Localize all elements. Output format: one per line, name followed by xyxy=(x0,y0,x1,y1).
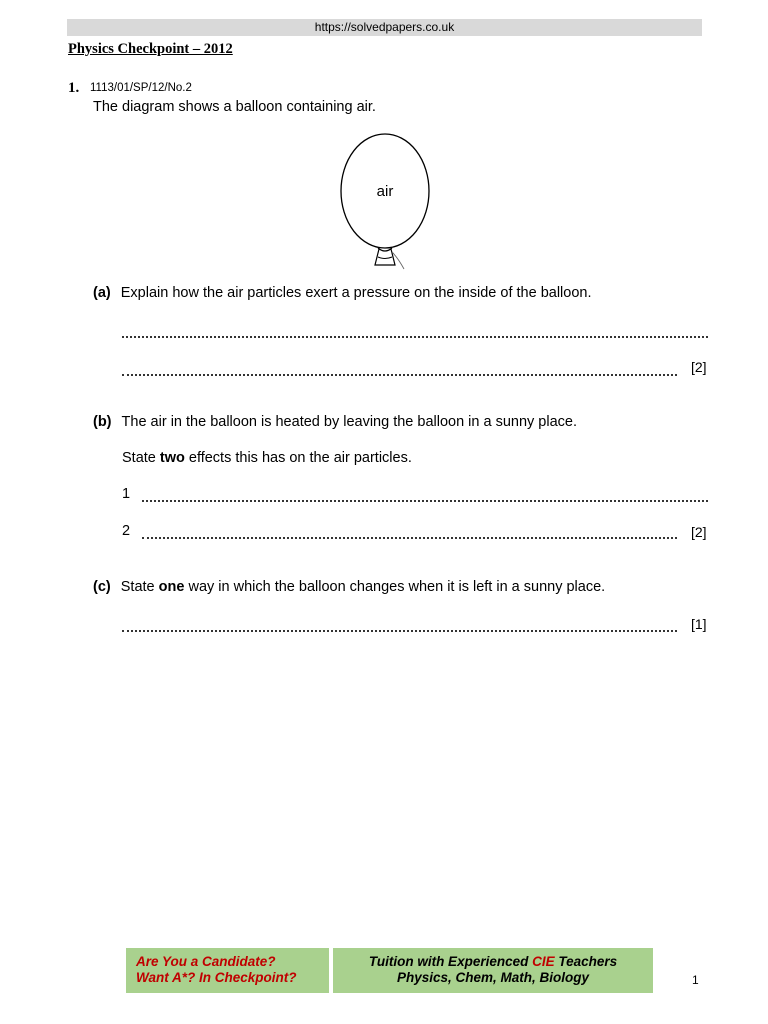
page-number: 1 xyxy=(692,973,699,987)
part-c-marks: [1] xyxy=(691,616,707,632)
part-a-question xyxy=(93,285,592,301)
part-b-instruction: State two effects this has on the air particles. xyxy=(122,450,412,466)
diagram-label-air: air xyxy=(376,183,394,200)
document-title: Physics Checkpoint – 2012 xyxy=(68,41,233,57)
answer-line-b1[interactable] xyxy=(142,500,708,502)
cie-highlight: CIE xyxy=(532,954,555,969)
part-a-label: (a) xyxy=(93,285,111,301)
part-c-label: (c) xyxy=(93,579,111,595)
footer-left-line1: Are You a Candidate? xyxy=(136,954,276,969)
question-code: 1113/01/SP/12/No.2 xyxy=(90,82,192,94)
part-c-bold-one: one xyxy=(158,579,185,595)
answer-line-b2[interactable] xyxy=(142,537,677,539)
part-a-text: Explain how the air particles exert a pressure on the inside of the balloon. xyxy=(120,285,592,301)
part-b-label: (b) xyxy=(93,414,112,430)
answer-line-c1[interactable] xyxy=(122,630,677,632)
footer-left-line2: Want A*? In Checkpoint? xyxy=(136,970,297,985)
part-b-marks: [2] xyxy=(691,524,707,540)
footer-candidate-banner[interactable] xyxy=(126,948,329,993)
answer-line-a1[interactable] xyxy=(122,336,708,338)
part-b-bold-two: two xyxy=(159,450,185,466)
balloon-diagram xyxy=(332,130,442,275)
footer-right-line1: Tuition with Experienced CIE Teachers xyxy=(368,954,618,969)
part-c-question: (c) State one way in which the balloon changes when it is left in a sunny place. xyxy=(93,579,606,595)
part-a-marks: [2] xyxy=(691,359,707,375)
part-b-question xyxy=(93,414,577,430)
part-b-text: The air in the balloon is heated by leaving the balloon in a sunny place. xyxy=(121,414,577,430)
answer-number-2: 2 xyxy=(122,523,131,539)
answer-line-a2[interactable] xyxy=(122,374,677,376)
footer-tuition-banner[interactable] xyxy=(333,948,653,993)
question-intro: The diagram shows a balloon containing air. xyxy=(93,99,376,115)
question-number: 1. xyxy=(68,80,80,96)
answer-number-1: 1 xyxy=(122,486,131,502)
source-url[interactable]: https://solvedpapers.co.uk xyxy=(67,19,702,36)
footer-right-line2: Physics, Chem, Math, Biology xyxy=(396,970,590,985)
